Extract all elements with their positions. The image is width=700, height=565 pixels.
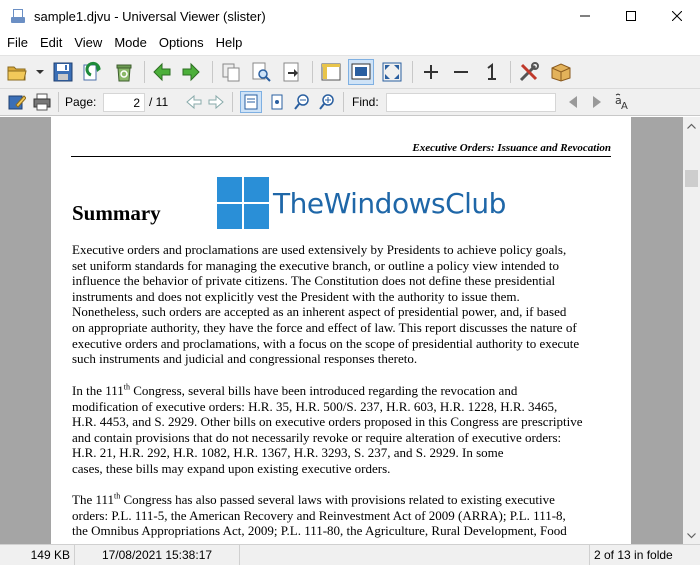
fit-window-icon (351, 62, 371, 82)
find-previous-button[interactable] (562, 91, 584, 113)
navigation-toolbar (0, 89, 700, 116)
find-next-icon (591, 95, 603, 109)
save-icon (53, 62, 73, 82)
package-button[interactable] (548, 59, 574, 85)
scroll-up-icon (687, 123, 696, 129)
page-label: Page: (65, 95, 97, 109)
menu-help[interactable]: Help (215, 35, 243, 50)
maximize-icon (626, 11, 636, 21)
text-line: on appropriate authority, they have the force and effect of law. This report discusses the nature of (72, 319, 577, 335)
zoom-in-plus-icon (422, 63, 440, 81)
minimize-button[interactable] (562, 0, 608, 32)
minimize-icon (580, 11, 590, 21)
font-case-icon (614, 93, 632, 111)
next-page-button[interactable] (205, 91, 227, 113)
svg-text:a: a (615, 94, 622, 107)
find-in-file-button[interactable] (248, 59, 274, 85)
text-line: The 111th Congress has also passed several laws with provisions related to existing executive (72, 491, 555, 507)
file-date: 17/08/2021 15:38:17 (75, 545, 240, 565)
app-icon (10, 8, 26, 24)
paragraph-3 (72, 492, 612, 539)
text-line: In the 111th Congress, several bills have been introduced regarding the revocation and (72, 382, 518, 398)
close-icon (672, 11, 682, 21)
zoom-in-lens-button[interactable] (316, 91, 338, 113)
copy-button[interactable] (218, 59, 244, 85)
tools-button[interactable] (516, 59, 542, 85)
text-line: H.R. 21, H.R. 292, H.R. 1082, H.R. 1367, H.R. 3293, S. 237, and S. 2929. In some (72, 445, 504, 461)
menu-edit[interactable]: Edit (39, 35, 63, 50)
reload-icon (81, 61, 103, 83)
find-previous-icon (567, 95, 579, 109)
window-controls (562, 0, 700, 32)
recycle-button[interactable] (111, 59, 137, 85)
folder-position: 2 of 13 in folde (594, 548, 673, 562)
next-page-icon (208, 94, 224, 110)
panel-icon (321, 62, 341, 82)
text-line: instruments and does not explicitly vest the President with the authority to issue them. (72, 288, 520, 304)
status-empty (240, 545, 590, 565)
open-folder-icon (6, 62, 28, 82)
previous-page-icon (186, 94, 202, 110)
text-line: orders: P.L. 111-5, the American Recovery and Reinvestment Act of 2009 (ARRA); P.L. 111-8, (72, 507, 566, 523)
fit-page-icon (269, 94, 285, 110)
text-line: modification of executive orders: H.R. 35, H.R. 500/S. 237, H.R. 603, H.R. 1228, H.R. 3465, (72, 398, 558, 414)
fit-width-icon (243, 94, 259, 110)
paragraph-2 (72, 383, 612, 477)
zoom-in-button[interactable] (418, 59, 444, 85)
previous-page-button[interactable] (183, 91, 205, 113)
copy-icon (221, 62, 241, 82)
maximize-button[interactable] (608, 0, 654, 32)
file-size: 149 KB (0, 545, 75, 565)
running-head: Executive Orders: Issuance and Revocation (412, 142, 611, 154)
text-line: H.R. 4453, and S. 2929. Other bills on executive orders proposed in this Congress are prescriptive (72, 414, 583, 430)
menu-options[interactable]: Options (158, 35, 204, 50)
page-number-input[interactable] (103, 93, 145, 112)
paragraph-1 (72, 242, 612, 367)
panel-button[interactable] (318, 59, 344, 85)
edit-button[interactable] (6, 91, 28, 113)
windows-logo-icon (217, 177, 269, 229)
status-bar (0, 544, 700, 565)
scroll-down-button[interactable] (683, 527, 700, 544)
save-button[interactable] (50, 59, 76, 85)
watermark (217, 177, 506, 229)
text-line: the Omnibus Appropriations Act, 2009; P.L. 111-80, the Agriculture, Rural Development, Food (72, 523, 567, 539)
tools-icon (518, 61, 540, 83)
fullscreen-button[interactable] (379, 59, 405, 85)
menu-mode[interactable]: Mode (114, 35, 147, 50)
vertical-scrollbar[interactable] (683, 117, 700, 544)
menu-view[interactable]: View (74, 35, 103, 50)
menu-bar (0, 32, 700, 54)
svg-text:A: A (621, 101, 628, 111)
close-button[interactable] (654, 0, 700, 32)
reload-button[interactable] (79, 59, 105, 85)
document-viewport[interactable] (0, 117, 683, 544)
fit-window-button[interactable] (348, 59, 374, 85)
open-button[interactable] (4, 59, 30, 85)
zoom-out-lens-icon (294, 94, 310, 110)
forward-button[interactable] (178, 59, 204, 85)
text-line: set uniform standards for managing the executive branch, or outline a policy view intended to (72, 257, 559, 273)
title-bar (0, 0, 700, 32)
actual-size-button[interactable] (478, 59, 504, 85)
text-line: Executive orders and proclamations are used extensively by Presidents to achieve policy goals, (72, 242, 567, 257)
main-toolbar (0, 55, 700, 89)
watermark-text: TheWindowsClub (273, 186, 506, 220)
find-in-file-icon (251, 62, 271, 82)
export-button[interactable] (279, 59, 305, 85)
back-button[interactable] (149, 59, 175, 85)
menu-file[interactable]: File (7, 35, 28, 50)
text-line: influence the behavior of private citizens. The Constitution does not define these presidential (72, 273, 556, 289)
header-rule (71, 156, 611, 157)
find-input[interactable] (386, 93, 556, 112)
actual-size-icon (482, 63, 500, 81)
text-line: Nonetheless, such orders are accepted as an inherent aspect of presidential power, and, if based (72, 304, 567, 320)
print-icon (33, 93, 51, 111)
forward-arrow-icon (181, 62, 201, 82)
export-icon (282, 62, 302, 82)
text-line: and contain provisions that do not necessarily revoke or require alteration of executive orders: (72, 429, 562, 445)
open-dropdown-arrow[interactable] (36, 70, 44, 74)
fit-page-button[interactable] (266, 91, 288, 113)
text-line: cases, these bills may expand upon existing executive orders. (72, 460, 391, 476)
find-next-button[interactable] (586, 91, 608, 113)
window-title: sample1.djvu - Universal Viewer (slister) (34, 8, 266, 24)
text-line: such instruments and judicial and congressional responses thereto. (72, 351, 418, 367)
scroll-down-icon (687, 533, 696, 539)
scroll-up-button[interactable] (683, 117, 700, 134)
summary-heading: Summary (72, 201, 161, 225)
print-button[interactable] (31, 91, 53, 113)
recycle-icon (114, 61, 134, 83)
zoom-out-lens-button[interactable] (291, 91, 313, 113)
fit-width-button[interactable] (240, 91, 262, 113)
scroll-thumb[interactable] (685, 170, 698, 187)
edit-icon (8, 93, 26, 111)
zoom-in-lens-icon (319, 94, 335, 110)
zoom-out-button[interactable] (448, 59, 474, 85)
zoom-out-minus-icon (452, 63, 470, 81)
find-label: Find: (352, 95, 379, 109)
package-icon (550, 62, 572, 82)
back-arrow-icon (152, 62, 172, 82)
document-page (51, 117, 631, 544)
text-line: executive orders and proclamations, with a focus on the scope of presidential authority to execute (72, 335, 580, 351)
page-total: / 11 (149, 95, 169, 109)
find-options-button[interactable] (612, 91, 634, 113)
fullscreen-icon (382, 62, 402, 82)
